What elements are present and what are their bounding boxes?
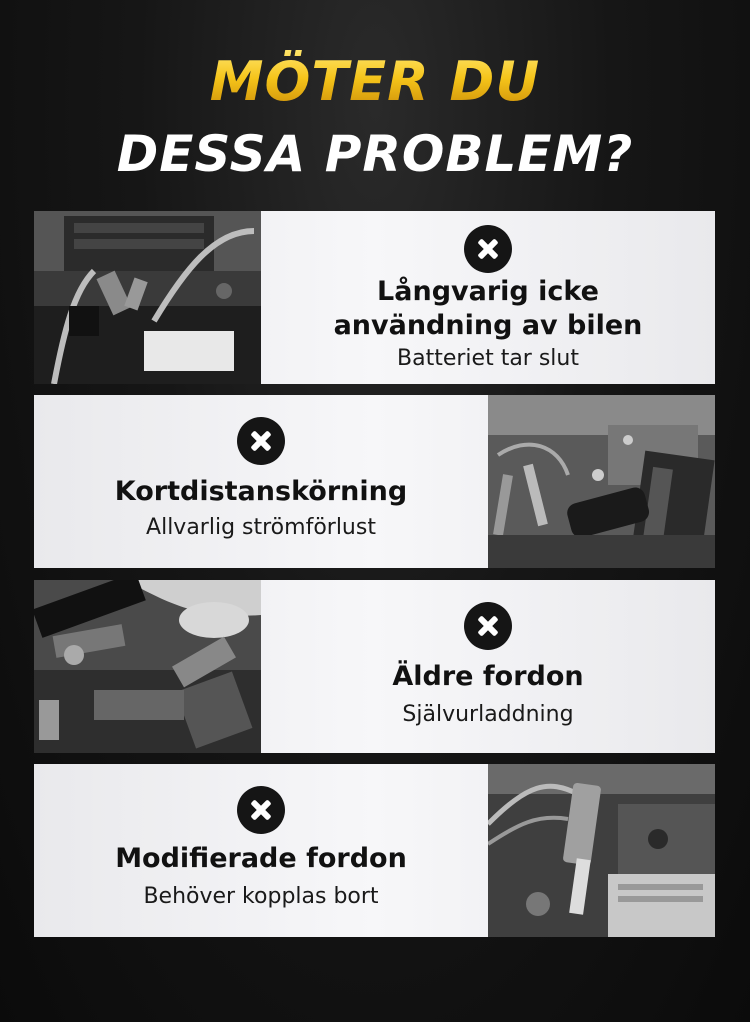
x-circle-icon: [237, 786, 285, 834]
x-circle-icon: [237, 417, 285, 465]
engine-clamp-photo: [488, 764, 715, 937]
problem-card-short-distance: [34, 395, 715, 568]
clamp-hand-photo: [34, 580, 261, 753]
text-area: [34, 395, 488, 568]
subtitle: Behöver kopplas bort: [143, 884, 379, 909]
heading: Kortdistanskörning: [114, 476, 408, 507]
title-line-2: DESSA PROBLEM?: [116, 125, 634, 183]
text-area: [261, 580, 715, 753]
subtitle: Självurladdning: [402, 702, 574, 727]
problem-card-older-vehicles: [34, 580, 715, 753]
problem-card-long-idle: [34, 211, 715, 384]
text-area: [261, 211, 715, 384]
heading: Modifierade fordon: [115, 843, 407, 874]
title-line-1: MÖTER DU: [0, 50, 750, 113]
subtitle: Allvarlig strömförlust: [146, 515, 376, 540]
subtitle: Batteriet tar slut: [397, 346, 579, 371]
x-circle-icon: [464, 225, 512, 273]
heading-line-1: Långvarig icke: [377, 276, 599, 307]
battery-jumper-photo: [34, 211, 261, 384]
problem-card-modified-vehicles: [34, 764, 715, 937]
jump-starter-photo: [488, 395, 715, 568]
heading-line-2: användning av bilen: [333, 310, 643, 341]
heading: Äldre fordon: [392, 661, 584, 692]
x-circle-icon: [464, 602, 512, 650]
text-area: [34, 764, 488, 937]
